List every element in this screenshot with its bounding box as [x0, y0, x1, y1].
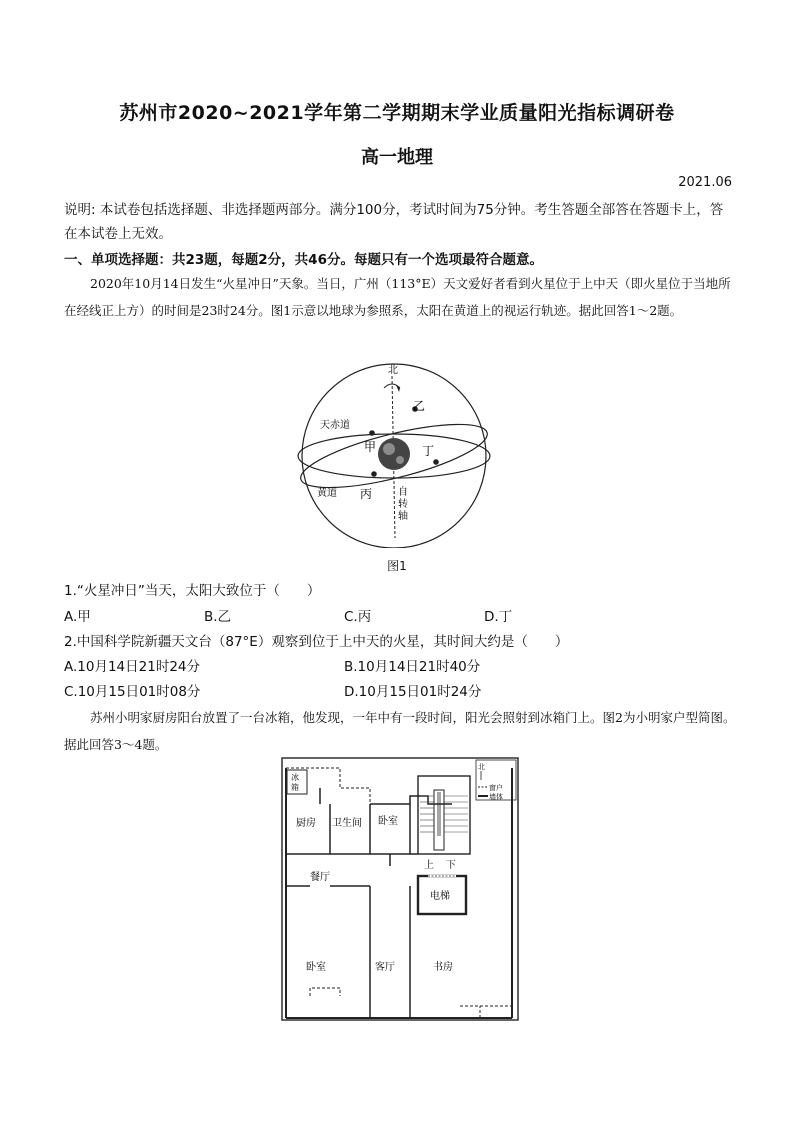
q1-stem: 1.“火星冲日”当天，太阳大致位于（ ）	[64, 583, 321, 599]
q1-option-a: A.甲	[64, 609, 91, 625]
legend-wall: 墙体	[489, 793, 503, 801]
instructions: 说明: 本试卷包括选择题、非选择题两部分。满分100分，考试时间为75分钟。考生答题全部答在答题卡上，答在本试卷上无效。	[64, 202, 724, 242]
room-living: 客厅	[375, 962, 395, 973]
room-bathroom: 卫生间	[332, 818, 362, 829]
exam-subtitle: 高一地理	[361, 147, 433, 168]
passage-2: 苏州小明家厨房阳台放置了一台冰箱，他发现，一年中有一段时间，阳光会照射到冰箱门上。图2为小明家户型简图。据此回答3～4题。	[64, 710, 736, 752]
fridge-label-2: 箱	[291, 783, 299, 792]
north-label: 北	[388, 365, 398, 376]
q2-option-a: A.10月14日21时24分	[64, 659, 201, 675]
room-bedroom-2: 卧室	[306, 962, 326, 973]
stair-rail	[434, 790, 444, 850]
label-bing: 丙	[360, 487, 373, 501]
room-dining: 餐厅	[310, 872, 330, 883]
frame	[282, 758, 518, 1020]
point-bing	[371, 471, 377, 477]
legend-window: 窗户	[489, 784, 503, 792]
figure-2-floor-plan	[280, 756, 520, 1022]
q2-option-b: B.10月14日21时40分	[344, 659, 481, 675]
point-jia	[369, 430, 375, 436]
room-elevator: 电梯	[430, 891, 450, 902]
q1-option-c: C.丙	[344, 609, 372, 625]
room-study: 书房	[433, 962, 453, 973]
label-yi: 乙	[413, 399, 426, 413]
exam-date: 2021.06	[678, 175, 732, 190]
stairs-down: 下	[446, 860, 456, 871]
ecliptic-label: 黄道	[317, 488, 337, 499]
passage-1: 2020年10月14日发生“火星冲日”天象。当日，广州（113°E）天文爱好者看到火星位于上中天（即火星位于当地所在经线正上方）的时间是23时24分。图1示意以地球为参照系，太阳在黄道上的视运行轨迹。据此回答1～2题。	[64, 276, 731, 318]
room-kitchen: 厨房	[296, 818, 316, 829]
legend-north: 北	[478, 763, 485, 771]
lower-window	[310, 988, 340, 996]
label-jia: 甲	[364, 440, 377, 454]
celestial-equator-label: 天赤道	[320, 420, 350, 431]
stairs-up: 上	[424, 860, 434, 871]
earth-icon	[378, 438, 410, 470]
q2-option-d: D.10月15日01时24分	[344, 684, 482, 700]
q1-option-d: D.丁	[484, 609, 513, 625]
figure-1-caption: 图1	[387, 559, 407, 573]
q2-stem: 2.中国科学院新疆天文台（87°E）观察到位于上中天的火星，其时间大约是（ ）	[64, 634, 569, 650]
label-ding: 丁	[422, 444, 435, 458]
q1-option-b: B.乙	[204, 609, 232, 625]
axis-label-3: 轴	[398, 511, 408, 522]
axis-label-1: 自	[398, 487, 408, 498]
room-bedroom-1: 卧室	[378, 816, 398, 827]
axis-label-2: 转	[398, 499, 408, 510]
fridge-label-1: 冰	[291, 773, 299, 782]
outer-wall	[286, 768, 512, 1018]
exam-title: 苏州市2020~2021学年第二学期期末学业质量阳光指标调研卷	[119, 102, 675, 124]
point-ding	[433, 459, 439, 465]
figure-1-celestial-sphere	[296, 358, 496, 548]
section-1-title: 一、单项选择题：共23题，每题2分，共46分。每题只有一个选项最符合题意。	[64, 252, 543, 268]
q2-option-c: C.10月15日01时08分	[64, 684, 201, 700]
